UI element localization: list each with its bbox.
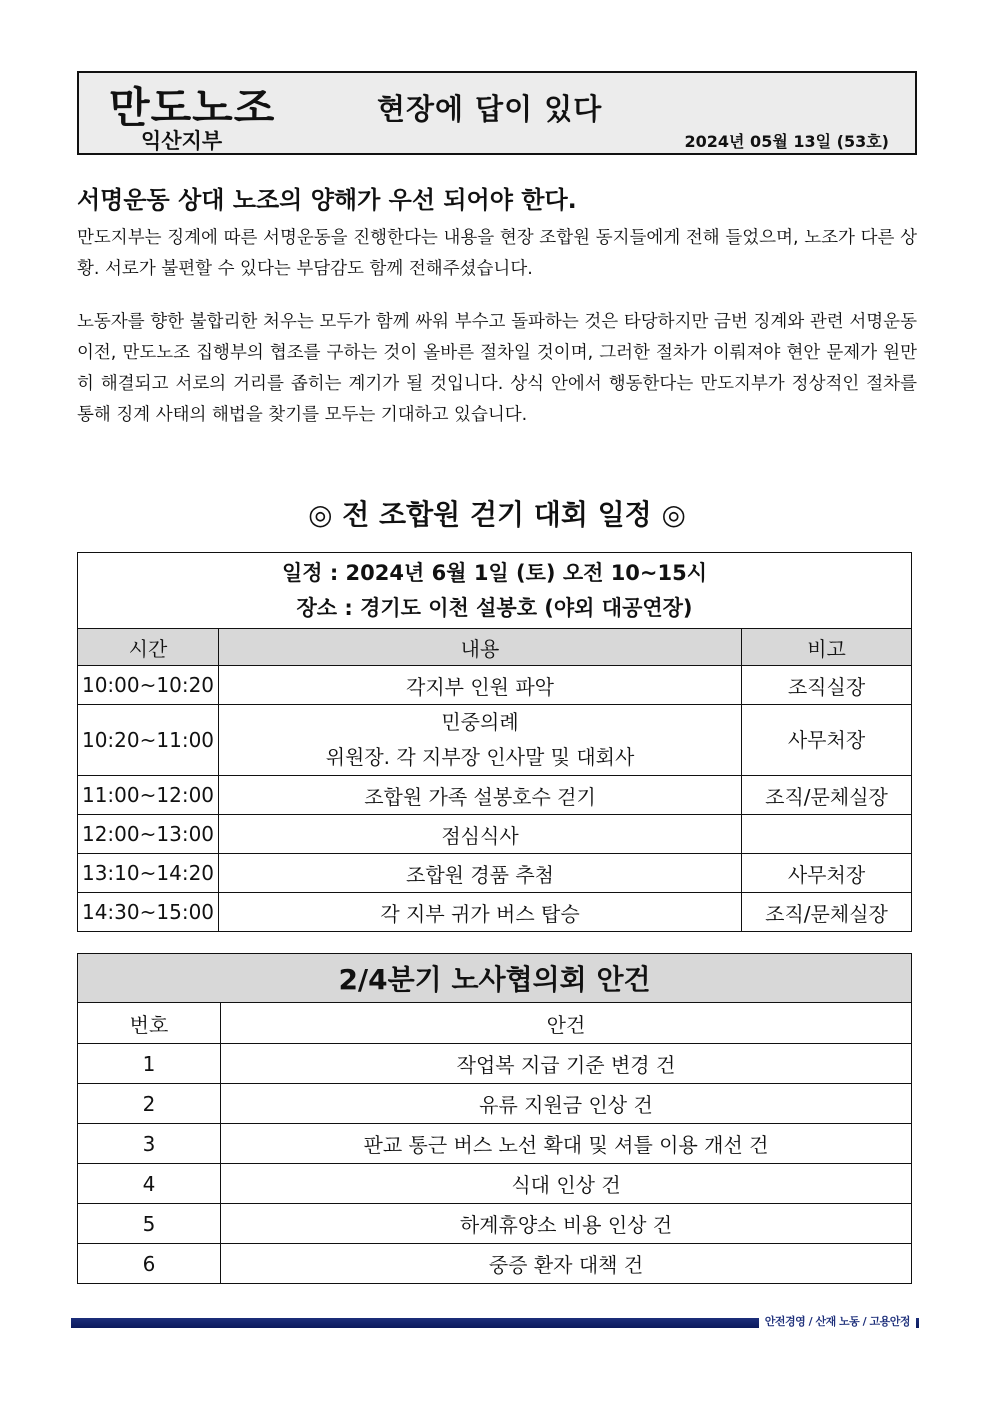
table-row [78,1124,912,1164]
schedule-info-row [78,553,912,629]
table-row [78,854,912,893]
agenda-header-row [78,1003,912,1044]
schedule-content: 조합원 가족 설봉호수 걷기 [219,776,742,815]
schedule-time: 11:00~12:00 [78,776,219,815]
schedule-content: 각지부 인원 파악 [219,666,742,705]
schedule-header-row [78,629,912,666]
agenda-number: 1 [78,1044,221,1084]
schedule-date-line: 일정 : 2024년 6월 1일 (토) 오전 10~15시 [281,560,708,585]
issue-date: 2024년 05월 13일 (53호) [684,132,889,151]
agenda-title-row [78,954,912,1003]
schedule-time: 12:00~13:00 [78,815,219,854]
schedule-time: 13:10~14:20 [78,854,219,893]
table-row [78,1204,912,1244]
table-row [78,705,912,776]
schedule-time: 10:00~10:20 [78,666,219,705]
schedule-time: 14:30~15:00 [78,893,219,932]
table-row [78,1164,912,1204]
schedule-table [77,552,912,932]
article-headline: 서명운동 상대 노조의 양해가 우선 되어야 한다. [77,186,577,214]
article-paragraph-1: 만도지부는 징계에 따른 서명운동을 진행한다는 내용을 현장 조합원 동지들에게 전해 들었으며, 노조가 다른 상황. 서로가 불편할 수 있다는 부담감도 함께 전해주셨습니다. [77,228,917,279]
schedule-content: 민중의례 [441,710,519,734]
schedule-content: 조합원 경품 추첨 [219,854,742,893]
table-row [78,815,912,854]
agenda-item: 유류 지원금 인상 건 [221,1084,912,1124]
schedule-note: 조직실장 [742,666,912,705]
branch-name: 익산지부 [141,129,223,153]
table-row [78,776,912,815]
schedule-content: 각 지부 귀가 버스 탑승 [219,893,742,932]
schedule-info-cell [78,553,912,629]
schedule-place-line: 장소 : 경기도 이천 설봉호 (야외 대공연장) [296,595,693,620]
schedule-note: 조직/문체실장 [742,776,912,815]
table-row [78,893,912,932]
table-row [78,1244,912,1284]
agenda-item: 중증 환자 대책 건 [221,1244,912,1284]
agenda-number: 5 [78,1204,221,1244]
schedule-time: 10:20~11:00 [78,705,219,776]
agenda-number: 4 [78,1164,221,1204]
union-logo-title: 만도노조 [109,83,276,132]
schedule-title: ◎ 전 조합원 걷기 대회 일정 ◎ [308,498,686,531]
agenda-item: 식대 인상 건 [221,1164,912,1204]
schedule-note [742,815,912,854]
column-header-number: 번호 [78,1003,221,1044]
column-header-time: 시간 [78,629,219,666]
slogan: 현장에 답이 있다 [377,92,603,126]
footer-slogan: 안전경영 / 산재 노동 / 고용안정 [759,1312,916,1332]
column-header-item: 안건 [221,1003,912,1044]
agenda-number: 3 [78,1124,221,1164]
agenda-item: 작업복 지급 기준 변경 건 [221,1044,912,1084]
newsletter-header [77,71,917,155]
agenda-number: 2 [78,1084,221,1124]
article-paragraph-2: 노동자를 향한 불합리한 처우는 모두가 함께 싸워 부수고 돌파하는 것은 타당하지만 금번 징계와 관련 서명운동 이전, 만도노조 집행부의 협조를 구하는 것이 올바른 절차일 것이며, 그러한 절차가 이뤄져야 현안 문제가 원만히 해결되고 서로의 거리를 좁히는 계기가 될 것입니다. 상식 안에서 행동한다는 만도지부가 정상적인 절차를 통해 징계 사태의 해법을 찾기를 모두는 기대하고 있습니다. [77,312,917,425]
agenda-title: 2/4분기 노사협의회 안건 [78,954,912,1003]
column-header-content: 내용 [219,629,742,666]
schedule-content-line-2: 위원장. 각 지부장 인사말 및 대회사 [325,745,635,769]
agenda-number: 6 [78,1244,221,1284]
schedule-note: 조직/문체실장 [742,893,912,932]
schedule-content: 점심식사 [219,815,742,854]
table-row [78,666,912,705]
schedule-content-cell [219,705,742,776]
agenda-item: 하계휴양소 비용 인상 건 [221,1204,912,1244]
table-row [78,1084,912,1124]
agenda-table [77,953,912,1284]
table-row [78,1044,912,1084]
schedule-note: 사무처장 [742,705,912,776]
column-header-note: 비고 [742,629,912,666]
agenda-item: 판교 통근 버스 노선 확대 및 셔틀 이용 개선 건 [221,1124,912,1164]
schedule-note: 사무처장 [742,854,912,893]
